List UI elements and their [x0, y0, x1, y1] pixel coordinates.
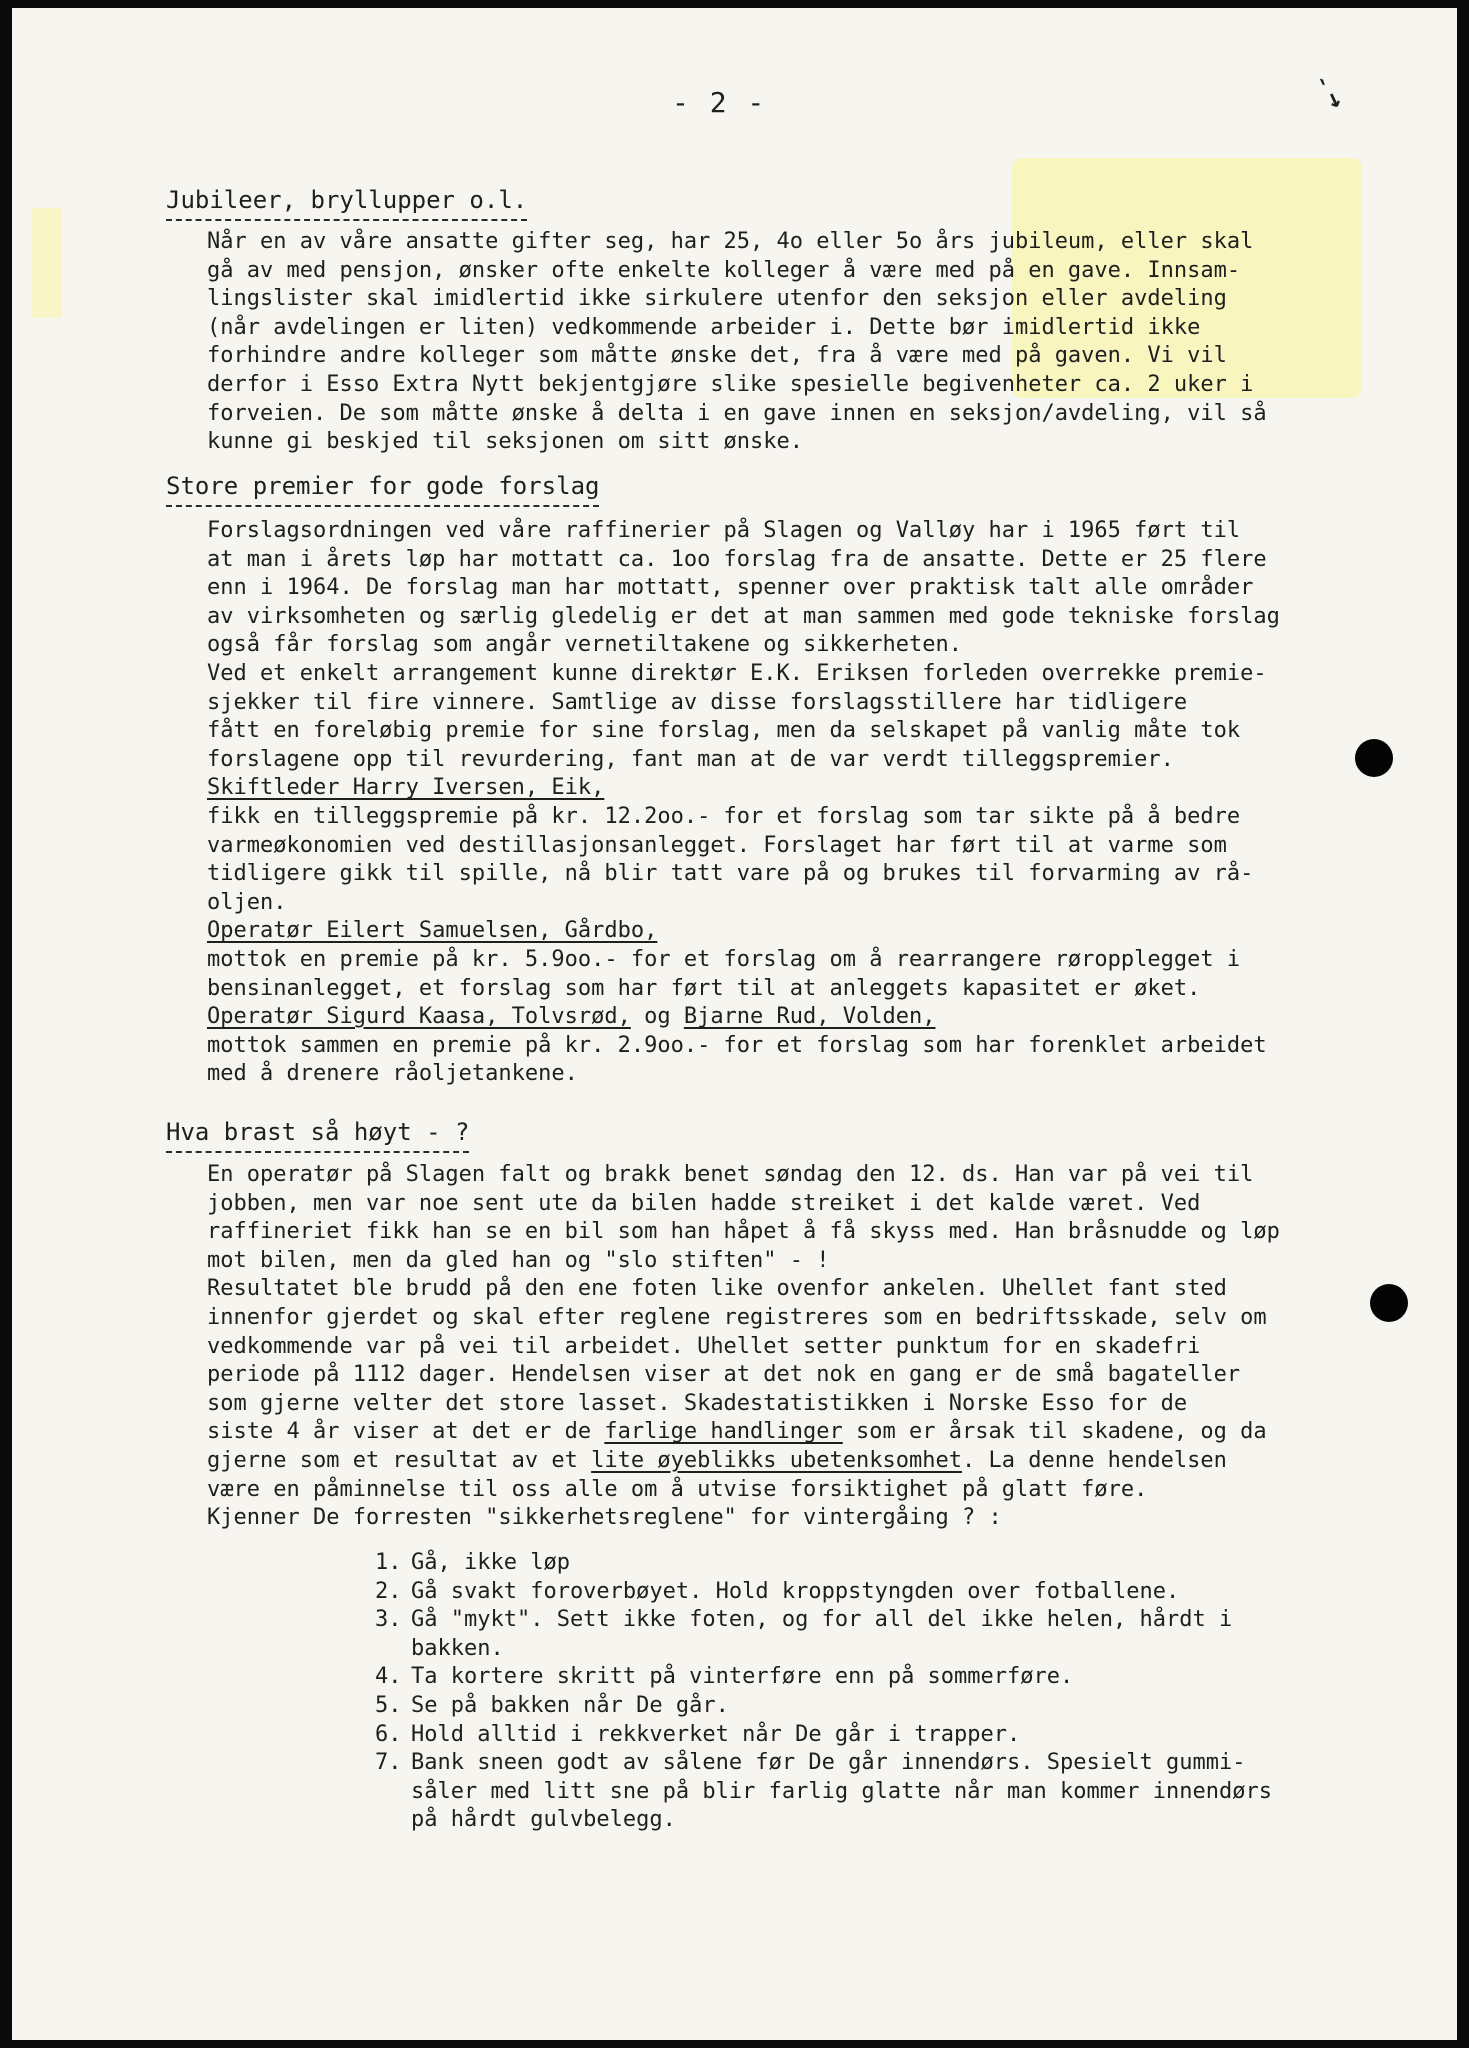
corner-mark: `↘: [1307, 75, 1348, 115]
section-body-premier: [207, 517, 1367, 1089]
text-line: tidligere gikk til spille, nå blir tatt vare på og brukes til forvarming av rå-: [207, 861, 1254, 887]
text-line: oljen.: [207, 889, 287, 915]
list-item: [375, 1663, 1365, 1692]
list-item: [375, 1606, 1365, 1663]
list-text: [411, 1549, 570, 1578]
text-line: være en påminnelse til oss alle om å utvise forsiktighet på glatt føre.: [207, 1476, 1148, 1502]
winner-join: og: [630, 1004, 684, 1030]
page-content: [12, 8, 1457, 2040]
text-line: Bank sneen godt av sålene før De går innendørs. Spesielt gummi-: [411, 1750, 1246, 1776]
text-line: av virksomheten og særlig gledelig er det at man sammen med gode tekniske forslag: [207, 603, 1280, 629]
text-line: Kjenner De forresten "sikkerhetsreglene" for vintergåing ? :: [207, 1505, 1002, 1531]
winner-name: Skiftleder Harry Iversen, Eik,: [207, 775, 605, 801]
text-line: bensinanlegget, et forslag som har ført til at anleggets kapasitet er øket.: [207, 975, 1201, 1001]
text-line: kunne gi beskjed til seksjonen om sitt ønske.: [207, 429, 804, 455]
text-fragment: som er årsak til skadene, og da: [842, 1419, 1267, 1445]
text-line: Ta kortere skritt på vinterføre enn på sommerføre.: [411, 1664, 1074, 1690]
document-page: [12, 8, 1457, 2040]
text-line: Gå "mykt". Sett ikke foten, og for all del ikke helen, hårdt i: [411, 1607, 1233, 1633]
text-line: Se på bakken når De går.: [411, 1692, 729, 1718]
list-item: [375, 1549, 1365, 1578]
text-line: fikk en tilleggspremie på kr. 12.2oo.- for et forslag som tar sikte på å bedre: [207, 803, 1241, 829]
text-line: En operatør på Slagen falt og brakk benet søndag den 12. ds. Han var på vei til: [207, 1162, 1254, 1187]
list-item: [375, 1578, 1365, 1607]
text-line: vedkommende var på vei til arbeidet. Uhellet setter punktum for en skadefri: [207, 1333, 1201, 1359]
list-text: [411, 1749, 1272, 1835]
text-line: varmeøkonomien ved destillasjonsanlegget. Forslaget har ført til at varme som: [207, 832, 1227, 858]
punch-hole: [1370, 1284, 1408, 1322]
text-line: derfor i Esso Extra Nytt bekjentgjøre slike spesielle begivenheter ca. 2 uker i: [207, 371, 1254, 397]
text-fragment: gjerne som et resultat av et: [207, 1447, 592, 1473]
text-line: Hold alltid i rekkverket når De går i trapper.: [411, 1721, 1021, 1747]
text-line-emphasis: [207, 1418, 1367, 1447]
winner-name: Operatør Sigurd Kaasa, Tolvsrød,: [207, 1004, 631, 1030]
list-item: [375, 1749, 1365, 1835]
text-line: Ved et enkelt arrangement kunne direktør E.K. Eriksen forleden overrekke premie-: [207, 660, 1267, 686]
winter-safety-rules: [375, 1549, 1365, 1835]
section-body-hva-brast: [207, 1161, 1367, 1533]
text-fragment: siste 4 år viser at det er de: [207, 1419, 605, 1445]
text-line: Gå svakt foroverbøyet. Hold kroppstyngden over fotballene.: [411, 1578, 1180, 1604]
emphasis-text: lite øyeblikks ubetenksomhet: [591, 1447, 962, 1473]
text-line: fått en foreløbig premie for sine forslag, men da selskapet på vanlig måte tok: [207, 718, 1241, 744]
text-line: som gjerne velter det store lasset. Skadestatistikken i Norske Esso for de: [207, 1390, 1188, 1416]
text-line: Resultatet ble brudd på den ene foten like ovenfor ankelen. Uhellet fant sted: [207, 1276, 1227, 1302]
text-line: mottok sammen en premie på kr. 2.9oo.- for et forslag som har forenklet arbeidet: [207, 1032, 1267, 1058]
section-heading-jubileer: Jubileer, bryllupper o.l.: [166, 186, 527, 221]
list-number: 7.: [375, 1750, 402, 1776]
winner-line: [207, 774, 1367, 803]
text-line: forhindre andre kolleger som måtte ønske det, fra å være med på gaven. Vi vil: [207, 343, 1227, 369]
punch-hole: [1355, 739, 1393, 777]
list-item: [375, 1692, 1365, 1721]
list-number: 2.: [375, 1578, 402, 1604]
text-line: jobben, men var noe sent ute da bilen hadde streiket i det kalde været. Ved: [207, 1190, 1201, 1216]
list-number: 5.: [375, 1692, 402, 1718]
list-text: [411, 1663, 1073, 1692]
text-line: periode på 1112 dager. Hendelsen viser at det nok en gang er de små bagateller: [207, 1362, 1241, 1388]
text-line: Gå, ikke løp: [411, 1550, 570, 1575]
list-text: [411, 1578, 1179, 1607]
text-line: Når en av våre ansatte gifter seg, har 25, 4o eller 5o års jubileum, eller skal: [207, 229, 1254, 254]
text-line: innenfor gjerdet og skal efter reglene registreres som en bedriftsskade, selv om: [207, 1304, 1267, 1330]
text-line: bakken.: [411, 1635, 504, 1661]
text-line: forveien. De som måtte ønske å delta i en gave innen en seksjon/avdeling, vil så: [207, 400, 1267, 426]
text-line-emphasis: [207, 1447, 1367, 1476]
winner-line: [207, 917, 1367, 946]
list-number: 4.: [375, 1664, 402, 1690]
text-line: (når avdelingen er liten) vedkommende arbeider i. Dette bør imidlertid ikke: [207, 314, 1201, 340]
text-line: lingslister skal imidlertid ikke sirkulere utenfor den seksjon eller avdeling: [207, 286, 1227, 312]
winner-line: [207, 1003, 1367, 1032]
winner-name: Bjarne Rud, Volden,: [683, 1004, 936, 1030]
list-number: 3.: [375, 1607, 402, 1633]
list-item: [375, 1721, 1365, 1750]
text-line: sjekker til fire vinnere. Samtlige av disse forslagsstillere har tidligere: [207, 689, 1188, 715]
text-line: mottok en premie på kr. 5.9oo.- for et forslag om å rearrangere røropplegget i: [207, 946, 1241, 972]
text-line: at man i årets løp har mottatt ca. 1oo forslag fra de ansatte. Dette er 25 flere: [207, 546, 1267, 572]
text-line: med å drenere råoljetankene.: [207, 1061, 578, 1087]
emphasis-text: farlige handlinger: [604, 1419, 843, 1445]
section-heading-hva-brast: Hva brast så høyt - ?: [166, 1118, 469, 1153]
text-line: på hårdt gulvbelegg.: [411, 1807, 676, 1833]
text-line: enn i 1964. De forslag man har mottatt, spenner over praktisk talt alle områder: [207, 575, 1254, 601]
text-line: også får forslag som angår vernetiltakene og sikkerheten.: [207, 632, 962, 658]
page-number: - 2 -: [672, 86, 767, 119]
text-fragment: . La denne hendelsen: [961, 1447, 1227, 1473]
section-heading-premier: Store premier for gode forslag: [166, 472, 599, 507]
winner-name: Operatør Eilert Samuelsen, Gårdbo,: [207, 918, 658, 944]
text-line: såler med litt sne på blir farlig glatte når man kommer innendørs: [411, 1778, 1272, 1804]
list-number: 6.: [375, 1721, 402, 1747]
list-text: [411, 1606, 1232, 1663]
text-line: Forslagsordningen ved våre raffinerier på Slagen og Valløy har i 1965 ført til: [207, 518, 1241, 543]
text-line: mot bilen, men da gled han og "slo stiften" - !: [207, 1247, 830, 1273]
list-number: 1.: [375, 1550, 402, 1575]
list-text: [411, 1692, 729, 1721]
text-line: forslagene opp til revurdering, fant man at de var verdt tilleggspremier.: [207, 746, 1174, 772]
text-line: raffineriet fikk han se en bil som han håpet å få skyss med. Han bråsnudde og løp: [207, 1219, 1280, 1245]
section-body-jubileer: [207, 228, 1367, 457]
list-text: [411, 1721, 1020, 1750]
text-line: gå av med pensjon, ønsker ofte enkelte kolleger å være med på en gave. Innsam-: [207, 257, 1241, 283]
